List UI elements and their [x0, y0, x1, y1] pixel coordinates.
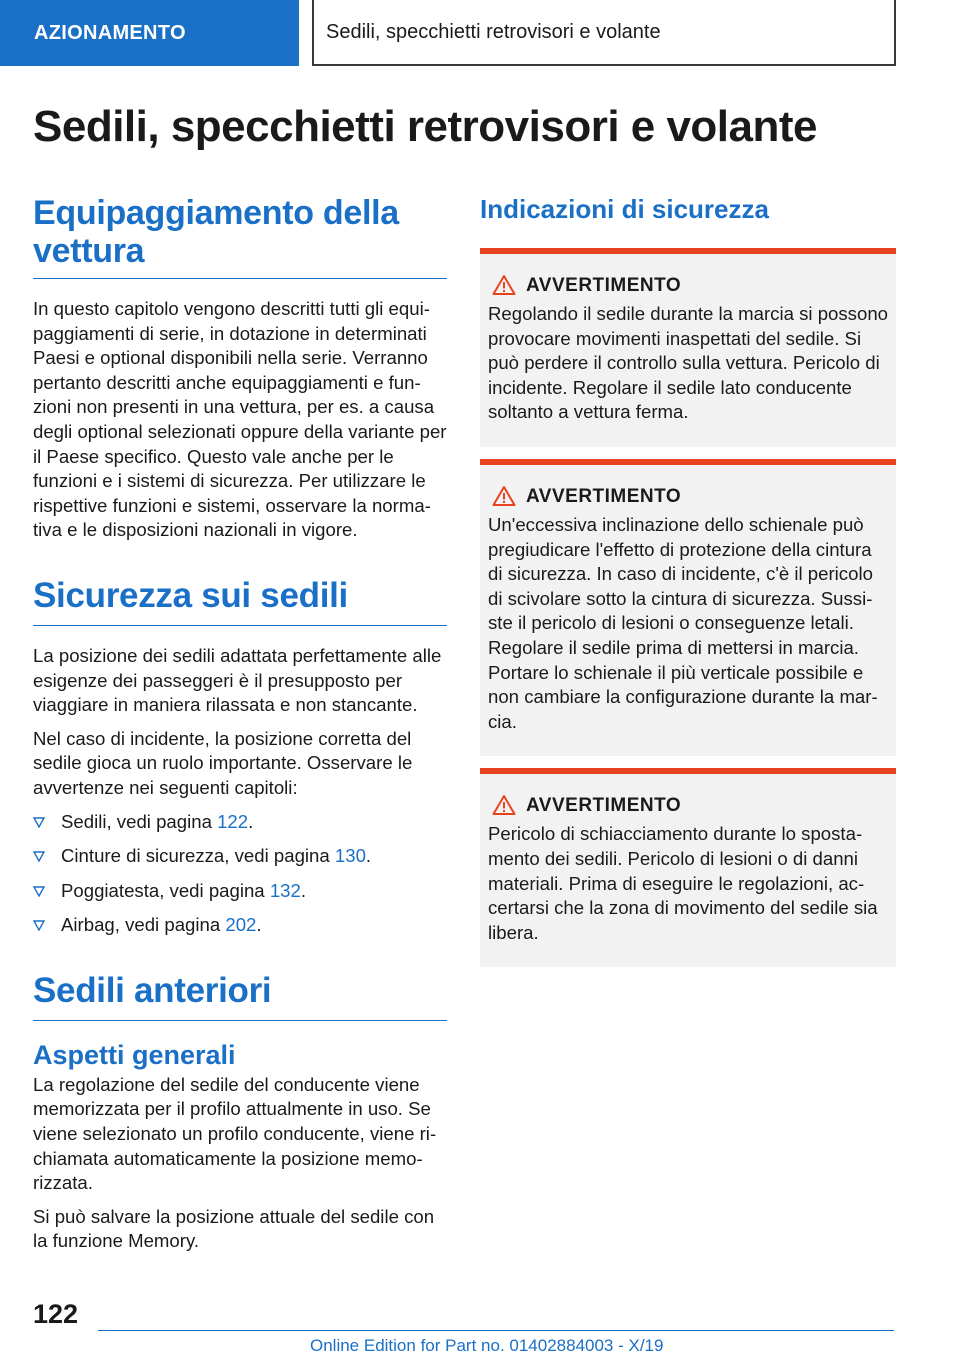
list-item — [33, 844, 447, 869]
warning-box — [480, 768, 896, 967]
edition-footer: Online Edition for Part no. 01402884003 - X/19 — [310, 1336, 664, 1355]
list-item-end: . — [248, 810, 254, 832]
left-column — [33, 194, 447, 1263]
warning-title-text: AVVERTIMENTO — [526, 275, 682, 296]
section-tab[interactable]: AZIONAMENTO — [0, 0, 299, 66]
triangle-bullet-icon — [33, 886, 45, 897]
page-link[interactable]: 122 — [217, 810, 249, 832]
front-seats-section — [33, 972, 447, 1254]
seat-safety-p1: La posizione dei sedili adattata perfettamente alle esigenze dei passeggeri è il presupposto per viaggiare in maniera rilassata e non stancante. — [33, 644, 442, 716]
warning-box — [480, 248, 896, 447]
list-item — [33, 879, 447, 904]
equipment-heading: Equipaggiamento della vettura — [33, 194, 447, 279]
list-item-end: . — [365, 845, 372, 867]
safety-notes-heading: Indicazioni di sicurezza — [480, 194, 769, 224]
warning-title — [488, 274, 888, 298]
page-link[interactable]: 132 — [269, 879, 301, 901]
warning-triangle-icon — [492, 485, 516, 507]
warning-title-text: AVVERTIMENTO — [526, 795, 682, 817]
warning-text: Un'eccessiva inclinazione dello schienale può pregiudicare l'effetto di protezione della cintura di sicurezza. In caso di incidente, c'è il pericolo di scivolare sotto la cintura di sicurezza. Sussiste il pericolo di lesioni o conseguenze letali. Regolare il sedile prima di mettersi in marcia. Portare lo schienale il più verticale possibile e non cambiare la configurazione durante la marcia. — [488, 513, 878, 732]
page-title: Sedili, specchietti retrovisori e volante — [33, 102, 818, 151]
front-seats-heading: Sedili anteriori — [33, 972, 447, 1021]
page-link[interactable]: 130 — [334, 845, 366, 867]
list-item-end: . — [256, 914, 262, 936]
page-link[interactable]: 202 — [225, 914, 257, 936]
right-column — [480, 192, 896, 979]
chapter-tab[interactable]: Sedili, specchietti retrovisori e volante — [312, 0, 896, 66]
equipment-body: In questo capitolo vengono descritti tutti gli equipaggiamenti di serie, in dotazione in determinati Paesi e optional disponibili nella serie. Verranno pertanto descritti anche equipaggiamenti e funzioni non presenti in una vettura, per es. a causa degli optional selezionati oppure della variante per il Paese specifico. Questo vale anche per le funzioni e i sistemi di sicurezza. Per utilizzare le rispettive funzioni e sistemi, osservare la normativa e le disposizioni nazionali in vigore. — [33, 298, 447, 541]
footer-divider — [98, 1330, 894, 1331]
triangle-bullet-icon — [33, 817, 45, 828]
page-number: 122 — [33, 1299, 79, 1329]
warning-text: Regolando il sedile durante la marcia si possono provocare movimenti inaspettati del sedile. Si può perdere il controllo sulla vettura. Pericolo di incidente. Regolare il sedile lato conducente soltanto a vettura ferma. — [488, 303, 889, 423]
overview-subheading: Aspetti generali — [33, 1039, 236, 1070]
front-seats-p2: Si può salvare la posizione attuale del sedile con la funzione Memory. — [33, 1205, 435, 1252]
list-item-text: Airbag, vedi pagina — [61, 914, 226, 936]
list-item-text: Sedili, vedi pagina — [61, 810, 218, 832]
list-item — [33, 913, 447, 938]
warning-title — [488, 794, 888, 818]
reference-list — [33, 810, 447, 938]
triangle-bullet-icon — [33, 920, 45, 931]
list-item-text: Poggiatesta, vedi pagina — [61, 879, 270, 901]
list-item — [33, 810, 447, 835]
seat-safety-heading: Sicurezza sui sedili — [33, 577, 447, 626]
warning-box — [480, 459, 896, 756]
list-item-end: . — [300, 879, 307, 901]
warning-triangle-icon — [492, 274, 516, 296]
warning-triangle-icon — [492, 794, 516, 816]
front-seats-p1: La regolazione del sedile del conducente viene memorizzata per il profilo attualmente in uso. Se viene selezionato un profilo conducente, viene richiamata automaticamente la posizione memorizzata. — [33, 1073, 437, 1194]
seat-safety-p2: Nel caso di incidente, la posizione corretta del sedile gioca un ruolo importante. Osservare le avvertenze nei seguenti capitoli: — [33, 727, 413, 798]
list-item-text: Cinture di sicurezza, vedi pagina — [61, 845, 335, 867]
warning-title-text: AVVERTIMENTO — [526, 485, 682, 507]
seat-safety-section — [33, 577, 447, 938]
warning-title — [488, 485, 888, 509]
equipment-section — [33, 194, 447, 543]
triangle-bullet-icon — [33, 851, 45, 862]
page-header — [0, 0, 960, 66]
warning-text: Pericolo di schiacciamento durante lo spostamento dei sedili. Pericolo di lesioni o di danni materiali. Prima di eseguire le regolazioni, accertarsi che la zona di movimento del sedile sia libera. — [488, 823, 878, 943]
